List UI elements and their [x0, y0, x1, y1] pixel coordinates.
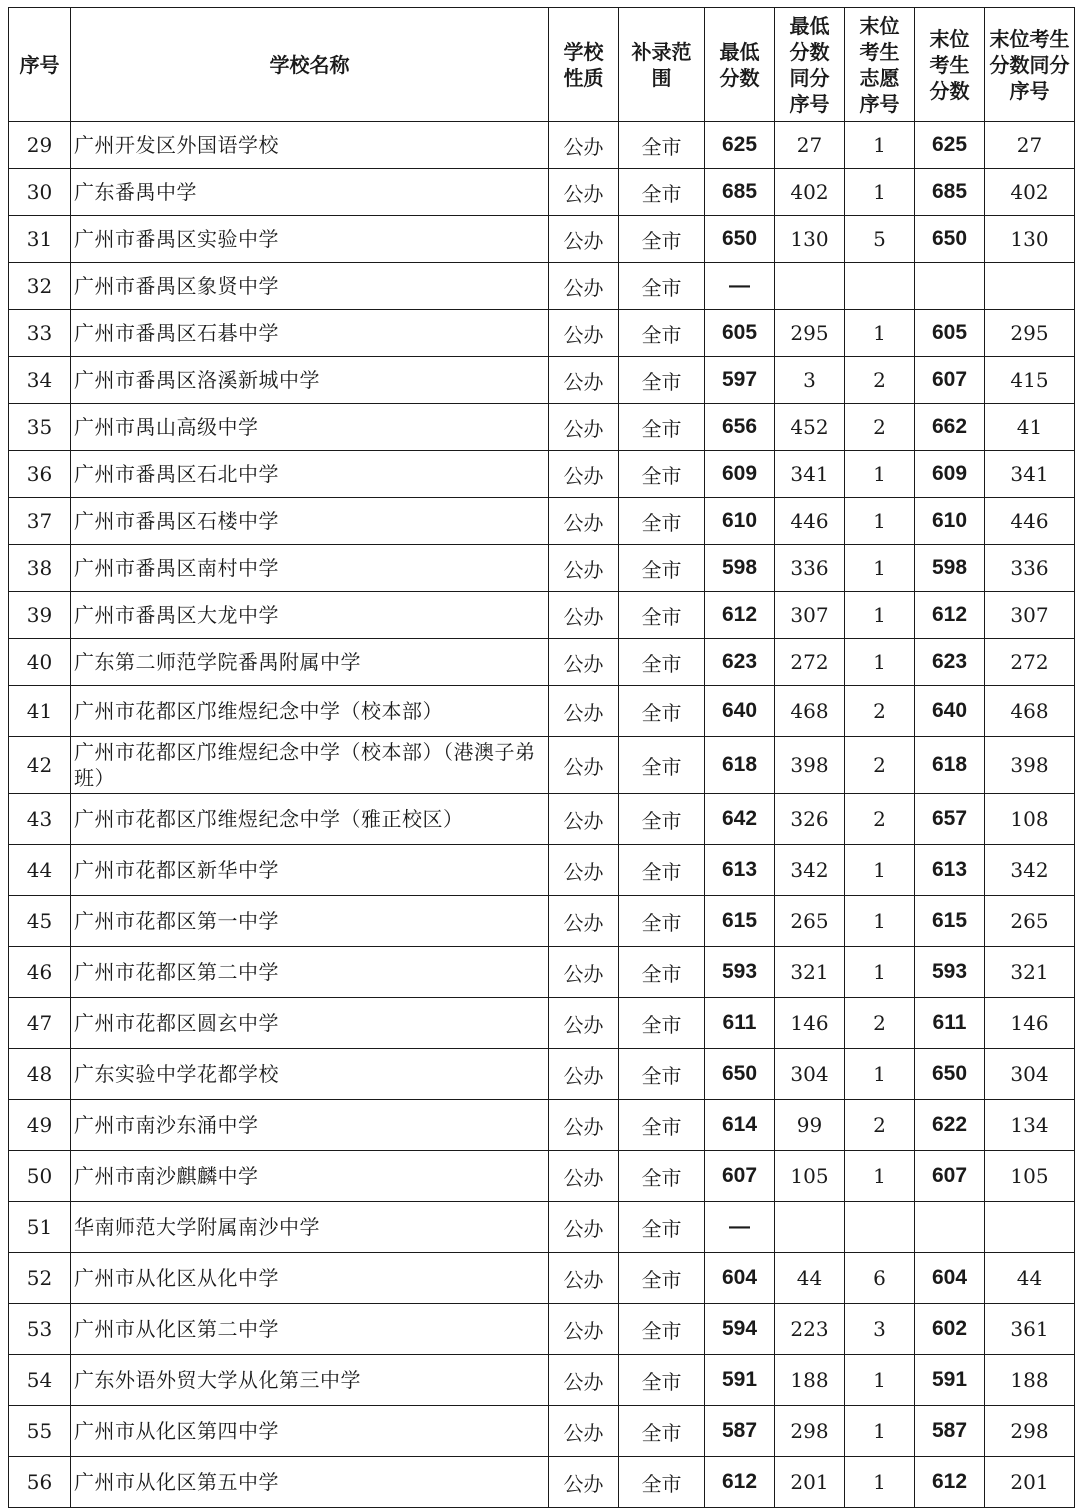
cell-school-type: 公办	[549, 639, 619, 686]
cell-school-name: 广州市番禺区洛溪新城中学	[71, 357, 549, 404]
cell-last-choice-order: 6	[845, 1253, 915, 1304]
table-row	[9, 896, 1075, 947]
cell-school-type: 公办	[549, 947, 619, 998]
cell-school-name: 广州市南沙麒麟中学	[71, 1151, 549, 1202]
cell-school-type: 公办	[549, 545, 619, 592]
table-header-row	[9, 8, 1075, 122]
cell-last-score-rank: 307	[985, 592, 1075, 639]
cell-index: 37	[9, 498, 71, 545]
table-row	[9, 216, 1075, 263]
cell-index: 53	[9, 1304, 71, 1355]
table-row	[9, 686, 1075, 737]
table-row	[9, 639, 1075, 686]
cell-last-choice-order: 2	[845, 794, 915, 845]
cell-last-score-rank: 415	[985, 357, 1075, 404]
cell-last-score-rank: 298	[985, 1406, 1075, 1457]
table-row	[9, 794, 1075, 845]
header-school-name: 学校名称	[71, 8, 549, 122]
cell-min-score: 607	[705, 1151, 775, 1202]
cell-index: 44	[9, 845, 71, 896]
cell-index: 56	[9, 1457, 71, 1508]
cell-last-score-rank: 105	[985, 1151, 1075, 1202]
cell-school-name: 广州市番禺区石楼中学	[71, 498, 549, 545]
cell-index: 41	[9, 686, 71, 737]
cell-min-score-rank: 3	[775, 357, 845, 404]
cell-last-score: 612	[915, 1457, 985, 1508]
table-body	[9, 122, 1075, 1508]
cell-school-name: 广州市花都区邝维煜纪念中学（雅正校区）	[71, 794, 549, 845]
cell-min-score-rank: 146	[775, 998, 845, 1049]
table-row	[9, 1406, 1075, 1457]
cell-min-score: 612	[705, 592, 775, 639]
cell-index: 33	[9, 310, 71, 357]
cell-school-type: 公办	[549, 896, 619, 947]
cell-index: 54	[9, 1355, 71, 1406]
cell-last-score-rank: 272	[985, 639, 1075, 686]
cell-scope: 全市	[619, 1304, 705, 1355]
cell-last-score-rank: 27	[985, 122, 1075, 169]
cell-min-score: 642	[705, 794, 775, 845]
cell-scope: 全市	[619, 263, 705, 310]
header-min-score-rank: 最低分数同分序号	[775, 8, 845, 122]
cell-last-score-rank: 146	[985, 998, 1075, 1049]
cell-school-name: 广州市番禺区实验中学	[71, 216, 549, 263]
cell-last-score-rank	[985, 1202, 1075, 1253]
cell-school-type: 公办	[549, 794, 619, 845]
cell-scope: 全市	[619, 1406, 705, 1457]
cell-school-name: 广州市从化区从化中学	[71, 1253, 549, 1304]
cell-min-score-rank: 130	[775, 216, 845, 263]
cell-scope: 全市	[619, 794, 705, 845]
cell-min-score: —	[705, 1202, 775, 1253]
cell-min-score-rank: 398	[775, 737, 845, 794]
cell-min-score: 587	[705, 1406, 775, 1457]
table-row	[9, 1304, 1075, 1355]
cell-last-score: 607	[915, 1151, 985, 1202]
cell-school-type: 公办	[549, 451, 619, 498]
cell-min-score: 593	[705, 947, 775, 998]
cell-index: 38	[9, 545, 71, 592]
cell-last-choice-order: 2	[845, 998, 915, 1049]
cell-min-score-rank: 298	[775, 1406, 845, 1457]
cell-school-type: 公办	[549, 122, 619, 169]
cell-min-score-rank	[775, 263, 845, 310]
cell-min-score: 612	[705, 1457, 775, 1508]
cell-school-name: 广州市番禺区象贤中学	[71, 263, 549, 310]
cell-last-score-rank: 295	[985, 310, 1075, 357]
cell-index: 36	[9, 451, 71, 498]
cell-last-score: 650	[915, 1049, 985, 1100]
cell-last-choice-order: 1	[845, 947, 915, 998]
cell-scope: 全市	[619, 1100, 705, 1151]
cell-school-type: 公办	[549, 169, 619, 216]
cell-scope: 全市	[619, 592, 705, 639]
cell-last-choice-order: 1	[845, 498, 915, 545]
cell-scope: 全市	[619, 1355, 705, 1406]
cell-index: 31	[9, 216, 71, 263]
cell-school-name: 广州市花都区第一中学	[71, 896, 549, 947]
table-row	[9, 545, 1075, 592]
cell-last-choice-order: 1	[845, 639, 915, 686]
cell-last-choice-order: 1	[845, 592, 915, 639]
cell-last-score-rank: 265	[985, 896, 1075, 947]
table-row	[9, 404, 1075, 451]
cell-index: 43	[9, 794, 71, 845]
cell-min-score: 614	[705, 1100, 775, 1151]
cell-last-choice-order: 1	[845, 1151, 915, 1202]
cell-last-score: 615	[915, 896, 985, 947]
cell-index: 32	[9, 263, 71, 310]
cell-school-type: 公办	[549, 998, 619, 1049]
table-row	[9, 1253, 1075, 1304]
cell-school-name: 广州市番禺区南村中学	[71, 545, 549, 592]
cell-min-score-rank: 307	[775, 592, 845, 639]
cell-min-score-rank: 27	[775, 122, 845, 169]
cell-scope: 全市	[619, 310, 705, 357]
cell-index: 52	[9, 1253, 71, 1304]
table-row	[9, 998, 1075, 1049]
cell-min-score: 640	[705, 686, 775, 737]
table-row	[9, 947, 1075, 998]
table-row	[9, 498, 1075, 545]
table-row	[9, 310, 1075, 357]
admission-score-table	[8, 7, 1075, 1508]
cell-scope: 全市	[619, 216, 705, 263]
cell-school-type: 公办	[549, 737, 619, 794]
cell-min-score: 650	[705, 216, 775, 263]
cell-min-score: 609	[705, 451, 775, 498]
cell-scope: 全市	[619, 998, 705, 1049]
cell-min-score: 598	[705, 545, 775, 592]
cell-school-name: 广州市花都区新华中学	[71, 845, 549, 896]
cell-index: 47	[9, 998, 71, 1049]
table-row	[9, 263, 1075, 310]
cell-last-score-rank: 402	[985, 169, 1075, 216]
cell-min-score-rank: 99	[775, 1100, 845, 1151]
cell-school-name: 广州市禺山高级中学	[71, 404, 549, 451]
header-last-choice-order: 末位考生志愿序号	[845, 8, 915, 122]
cell-min-score: —	[705, 263, 775, 310]
cell-last-score: 618	[915, 737, 985, 794]
cell-scope: 全市	[619, 737, 705, 794]
cell-last-choice-order: 2	[845, 737, 915, 794]
cell-last-choice-order: 2	[845, 404, 915, 451]
cell-last-score-rank: 41	[985, 404, 1075, 451]
cell-last-score: 612	[915, 592, 985, 639]
cell-scope: 全市	[619, 1457, 705, 1508]
cell-last-score: 602	[915, 1304, 985, 1355]
cell-last-score-rank: 108	[985, 794, 1075, 845]
cell-index: 39	[9, 592, 71, 639]
cell-index: 49	[9, 1100, 71, 1151]
table-row	[9, 1355, 1075, 1406]
header-last-score-rank: 末位考生分数同分序号	[985, 8, 1075, 122]
cell-index: 55	[9, 1406, 71, 1457]
cell-scope: 全市	[619, 1253, 705, 1304]
cell-scope: 全市	[619, 357, 705, 404]
cell-min-score: 597	[705, 357, 775, 404]
cell-last-score-rank: 468	[985, 686, 1075, 737]
cell-min-score: 650	[705, 1049, 775, 1100]
cell-last-score-rank: 342	[985, 845, 1075, 896]
cell-school-name: 广州市花都区第二中学	[71, 947, 549, 998]
cell-index: 29	[9, 122, 71, 169]
cell-school-name: 广东番禺中学	[71, 169, 549, 216]
cell-last-score-rank	[985, 263, 1075, 310]
cell-last-score: 685	[915, 169, 985, 216]
cell-scope: 全市	[619, 639, 705, 686]
cell-min-score-rank: 304	[775, 1049, 845, 1100]
cell-last-score-rank: 446	[985, 498, 1075, 545]
cell-min-score: 623	[705, 639, 775, 686]
cell-min-score-rank: 342	[775, 845, 845, 896]
cell-min-score-rank: 295	[775, 310, 845, 357]
cell-min-score: 611	[705, 998, 775, 1049]
cell-last-choice-order	[845, 1202, 915, 1253]
cell-school-name: 广州市南沙东涌中学	[71, 1100, 549, 1151]
cell-index: 42	[9, 737, 71, 794]
cell-school-type: 公办	[549, 498, 619, 545]
header-scope: 补录范围	[619, 8, 705, 122]
cell-school-name: 广州市花都区圆玄中学	[71, 998, 549, 1049]
cell-school-type: 公办	[549, 1457, 619, 1508]
cell-last-score-rank: 134	[985, 1100, 1075, 1151]
cell-last-score: 613	[915, 845, 985, 896]
table-row	[9, 592, 1075, 639]
cell-last-score: 598	[915, 545, 985, 592]
cell-last-score: 605	[915, 310, 985, 357]
cell-school-type: 公办	[549, 1355, 619, 1406]
table-row	[9, 1049, 1075, 1100]
cell-min-score-rank: 341	[775, 451, 845, 498]
cell-index: 45	[9, 896, 71, 947]
cell-school-name: 广州市番禺区石碁中学	[71, 310, 549, 357]
cell-min-score-rank: 402	[775, 169, 845, 216]
cell-last-score: 622	[915, 1100, 985, 1151]
cell-scope: 全市	[619, 1049, 705, 1100]
cell-last-score	[915, 1202, 985, 1253]
cell-school-type: 公办	[549, 263, 619, 310]
cell-index: 48	[9, 1049, 71, 1100]
header-school-type: 学校性质	[549, 8, 619, 122]
cell-last-choice-order: 1	[845, 451, 915, 498]
cell-min-score: 625	[705, 122, 775, 169]
cell-min-score-rank: 188	[775, 1355, 845, 1406]
cell-scope: 全市	[619, 1151, 705, 1202]
cell-last-choice-order	[845, 263, 915, 310]
cell-last-score: 625	[915, 122, 985, 169]
table-row	[9, 1100, 1075, 1151]
table-row	[9, 169, 1075, 216]
cell-index: 51	[9, 1202, 71, 1253]
cell-school-type: 公办	[549, 1304, 619, 1355]
cell-last-score: 593	[915, 947, 985, 998]
header-index: 序号	[9, 8, 71, 122]
cell-last-choice-order: 1	[845, 545, 915, 592]
cell-last-choice-order: 1	[845, 845, 915, 896]
cell-last-score-rank: 321	[985, 947, 1075, 998]
cell-scope: 全市	[619, 122, 705, 169]
cell-school-name: 广州市花都区邝维煜纪念中学（校本部）	[71, 686, 549, 737]
cell-last-score-rank: 361	[985, 1304, 1075, 1355]
cell-min-score-rank: 105	[775, 1151, 845, 1202]
cell-index: 46	[9, 947, 71, 998]
cell-school-type: 公办	[549, 216, 619, 263]
cell-scope: 全市	[619, 404, 705, 451]
cell-min-score: 610	[705, 498, 775, 545]
cell-min-score-rank: 201	[775, 1457, 845, 1508]
cell-index: 30	[9, 169, 71, 216]
table-row	[9, 122, 1075, 169]
cell-school-type: 公办	[549, 404, 619, 451]
cell-min-score: 605	[705, 310, 775, 357]
cell-min-score-rank: 272	[775, 639, 845, 686]
cell-last-choice-order: 1	[845, 310, 915, 357]
cell-school-name: 广东第二师范学院番禺附属中学	[71, 639, 549, 686]
cell-last-score: 609	[915, 451, 985, 498]
cell-last-score: 640	[915, 686, 985, 737]
cell-last-score: 607	[915, 357, 985, 404]
cell-school-name: 华南师范大学附属南沙中学	[71, 1202, 549, 1253]
cell-last-score: 591	[915, 1355, 985, 1406]
cell-last-score: 587	[915, 1406, 985, 1457]
cell-scope: 全市	[619, 686, 705, 737]
cell-last-choice-order: 1	[845, 1406, 915, 1457]
cell-min-score: 613	[705, 845, 775, 896]
cell-last-choice-order: 1	[845, 1049, 915, 1100]
cell-min-score: 618	[705, 737, 775, 794]
cell-scope: 全市	[619, 896, 705, 947]
cell-scope: 全市	[619, 498, 705, 545]
cell-last-choice-order: 5	[845, 216, 915, 263]
cell-last-score-rank: 201	[985, 1457, 1075, 1508]
cell-last-score-rank: 188	[985, 1355, 1075, 1406]
cell-school-type: 公办	[549, 845, 619, 896]
cell-min-score: 604	[705, 1253, 775, 1304]
cell-last-score-rank: 130	[985, 216, 1075, 263]
cell-last-choice-order: 2	[845, 357, 915, 404]
cell-school-name: 广州市番禺区石北中学	[71, 451, 549, 498]
cell-min-score-rank	[775, 1202, 845, 1253]
cell-index: 35	[9, 404, 71, 451]
cell-last-score	[915, 263, 985, 310]
cell-school-type: 公办	[549, 1202, 619, 1253]
cell-last-score-rank: 341	[985, 451, 1075, 498]
cell-last-score: 623	[915, 639, 985, 686]
table-row	[9, 845, 1075, 896]
cell-school-type: 公办	[549, 592, 619, 639]
cell-last-score: 650	[915, 216, 985, 263]
cell-school-name: 广东外语外贸大学从化第三中学	[71, 1355, 549, 1406]
cell-scope: 全市	[619, 845, 705, 896]
cell-school-type: 公办	[549, 357, 619, 404]
cell-min-score-rank: 326	[775, 794, 845, 845]
cell-last-choice-order: 1	[845, 122, 915, 169]
cell-school-type: 公办	[549, 1253, 619, 1304]
cell-school-type: 公办	[549, 1151, 619, 1202]
cell-min-score-rank: 446	[775, 498, 845, 545]
cell-index: 40	[9, 639, 71, 686]
cell-scope: 全市	[619, 169, 705, 216]
cell-scope: 全市	[619, 1202, 705, 1253]
table-row	[9, 1457, 1075, 1508]
cell-school-name: 广州市番禺区大龙中学	[71, 592, 549, 639]
cell-school-type: 公办	[549, 1049, 619, 1100]
cell-last-score: 662	[915, 404, 985, 451]
cell-last-score-rank: 336	[985, 545, 1075, 592]
table-row	[9, 1151, 1075, 1202]
cell-school-name: 广州市花都区邝维煜纪念中学（校本部）（港澳子弟班）	[71, 737, 549, 794]
cell-last-choice-order: 2	[845, 1100, 915, 1151]
table-row	[9, 357, 1075, 404]
cell-scope: 全市	[619, 451, 705, 498]
cell-min-score: 615	[705, 896, 775, 947]
cell-last-score: 610	[915, 498, 985, 545]
header-min-score: 最低分数	[705, 8, 775, 122]
cell-min-score: 656	[705, 404, 775, 451]
cell-last-choice-order: 2	[845, 686, 915, 737]
cell-last-score: 604	[915, 1253, 985, 1304]
cell-last-score: 657	[915, 794, 985, 845]
cell-last-score-rank: 44	[985, 1253, 1075, 1304]
cell-school-name: 广州市从化区第四中学	[71, 1406, 549, 1457]
table-row	[9, 1202, 1075, 1253]
cell-min-score-rank: 468	[775, 686, 845, 737]
cell-school-type: 公办	[549, 310, 619, 357]
cell-last-score: 611	[915, 998, 985, 1049]
cell-school-name: 广州市从化区第二中学	[71, 1304, 549, 1355]
cell-last-choice-order: 1	[845, 896, 915, 947]
cell-school-type: 公办	[549, 686, 619, 737]
cell-index: 50	[9, 1151, 71, 1202]
cell-last-choice-order: 3	[845, 1304, 915, 1355]
cell-school-name: 广州市从化区第五中学	[71, 1457, 549, 1508]
cell-last-score-rank: 304	[985, 1049, 1075, 1100]
cell-min-score-rank: 265	[775, 896, 845, 947]
cell-school-name: 广州开发区外国语学校	[71, 122, 549, 169]
cell-min-score: 591	[705, 1355, 775, 1406]
cell-scope: 全市	[619, 545, 705, 592]
cell-min-score: 594	[705, 1304, 775, 1355]
cell-last-choice-order: 1	[845, 169, 915, 216]
cell-min-score-rank: 336	[775, 545, 845, 592]
cell-last-choice-order: 1	[845, 1457, 915, 1508]
cell-min-score-rank: 44	[775, 1253, 845, 1304]
cell-min-score-rank: 452	[775, 404, 845, 451]
cell-min-score: 685	[705, 169, 775, 216]
table-row	[9, 737, 1075, 794]
table-row	[9, 451, 1075, 498]
cell-min-score-rank: 223	[775, 1304, 845, 1355]
cell-min-score-rank: 321	[775, 947, 845, 998]
cell-school-type: 公办	[549, 1100, 619, 1151]
cell-scope: 全市	[619, 947, 705, 998]
cell-index: 34	[9, 357, 71, 404]
header-last-score: 末位考生分数	[915, 8, 985, 122]
cell-last-score-rank: 398	[985, 737, 1075, 794]
cell-last-choice-order: 1	[845, 1355, 915, 1406]
cell-school-name: 广东实验中学花都学校	[71, 1049, 549, 1100]
cell-school-type: 公办	[549, 1406, 619, 1457]
